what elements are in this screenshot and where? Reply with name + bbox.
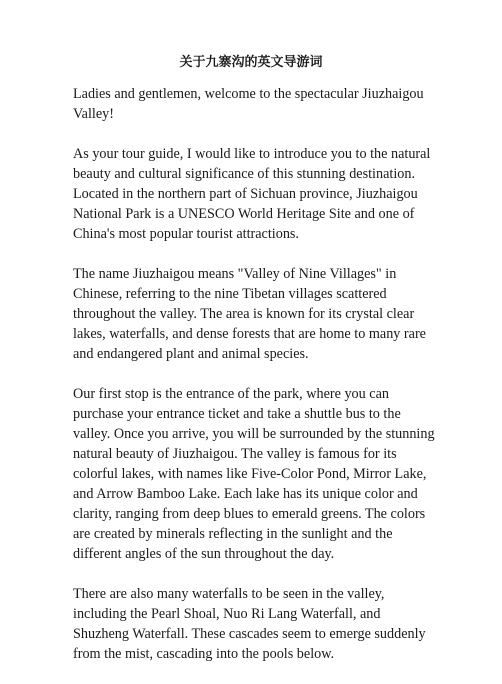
- paragraph-welcome: Ladies and gentlemen, welcome to the spectacular Jiuzhaigou Valley!: [73, 86, 424, 122]
- document-body: [73, 84, 439, 684]
- paragraph-introduction: As your tour guide, I would like to introduce you to the natural beauty and cultural significance of this stunning destination. Located in the northern part of Sichuan province, Jiuzhaigou National Park is a UNESCO World Heritage Site and one of China's most popular tourist attractions.: [73, 146, 431, 242]
- document-title: 关于九寨沟的英文导游词: [179, 55, 323, 70]
- paragraph-first-stop: Our first stop is the entrance of the park, where you can purchase your entrance ticket and take a shuttle bus to the valley. Once you arrive, you will be surrounded by the stunning natural beauty of Jiuzhaigou. The valley is famous for its colorful lakes, with names like Five-Color Pond, Mirror Lake, and Arrow Bamboo Lake. Each lake has its unique color and clarity, ranging from deep blues to emerald greens. The colors are created by minerals reflecting in the sunlight and the different angles of the sun throughout the day.: [73, 386, 435, 562]
- paragraph-name-meaning: The name Jiuzhaigou means "Valley of Nine Villages" in Chinese, referring to the nine Tibetan villages scattered throughout the valley. The area is known for its crystal clear lakes, waterfalls, and dense forests that are home to many rare and endangered plant and animal species.: [73, 266, 426, 362]
- paragraph-waterfalls: There are also many waterfalls to be seen in the valley, including the Pearl Shoal, Nuo Ri Lang Waterfall, and Shuzheng Waterfall. These cascades seem to emerge suddenly from the mist, cascading into the pools below.: [73, 586, 426, 662]
